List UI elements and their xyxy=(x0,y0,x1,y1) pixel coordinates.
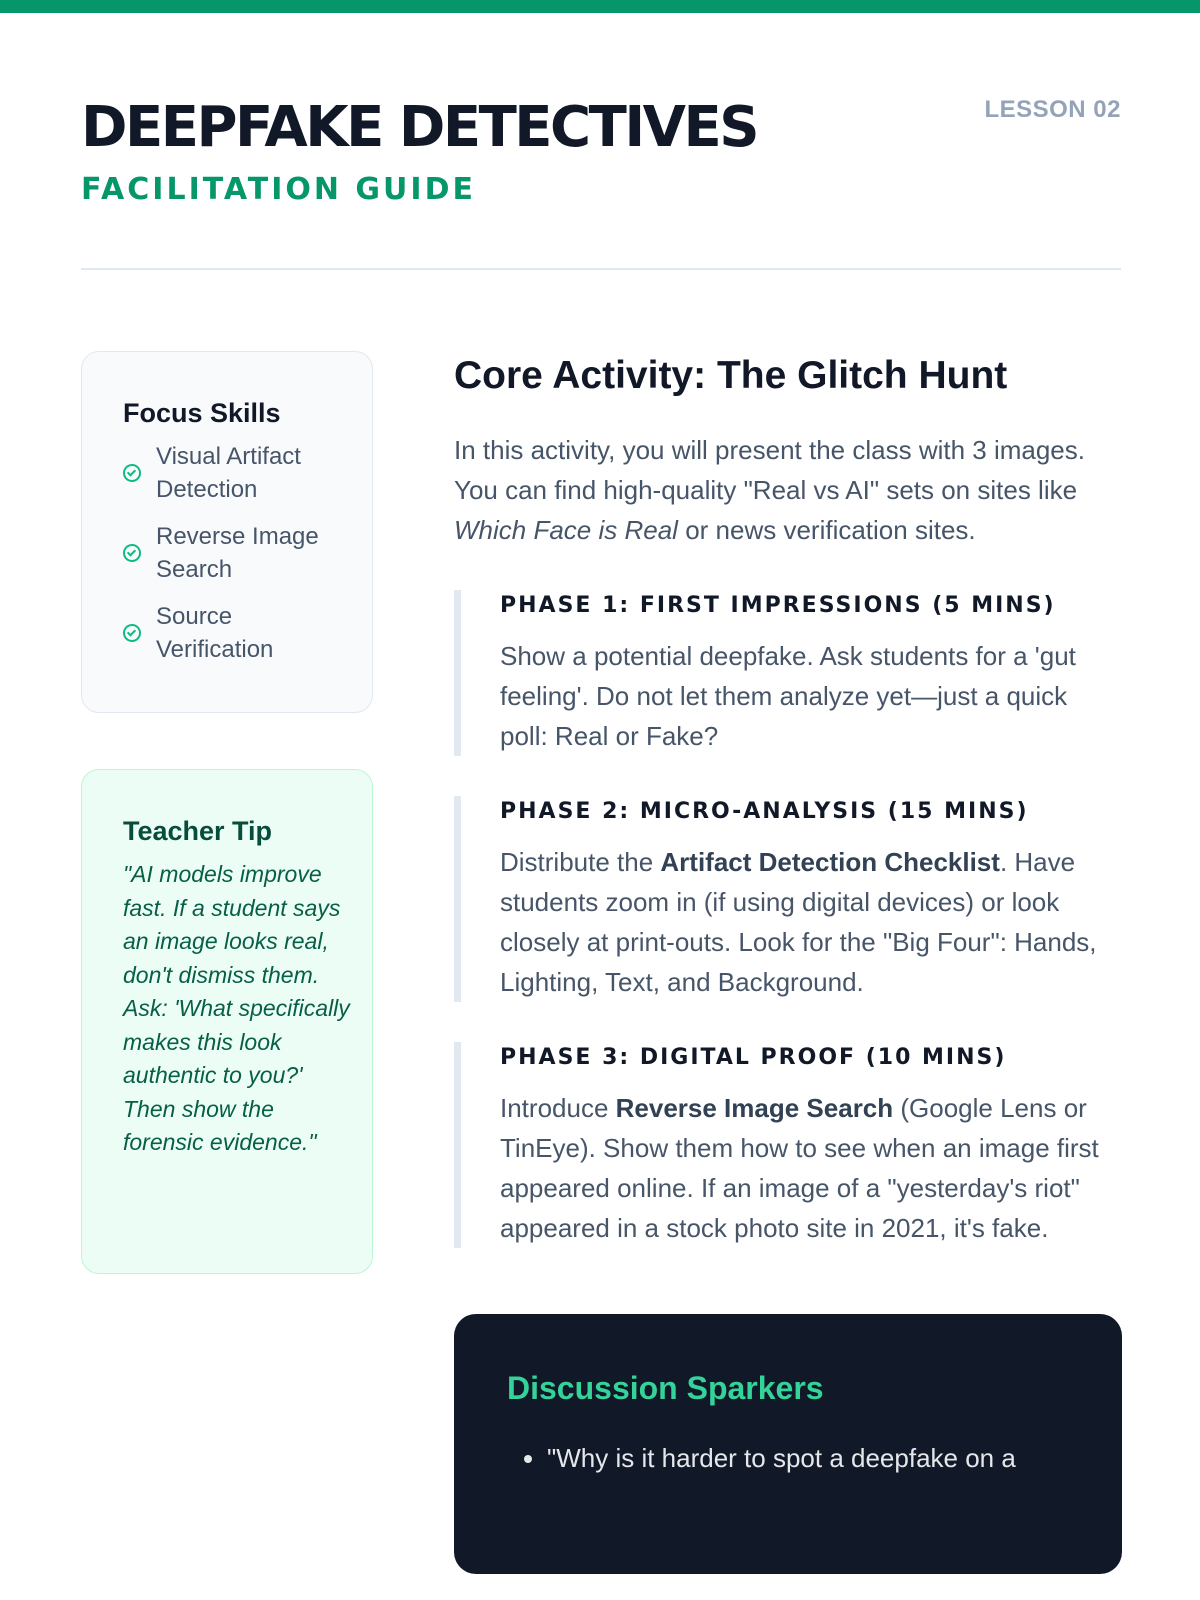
phase-3 xyxy=(454,1042,1122,1248)
activity-intro xyxy=(454,430,1122,550)
intro-text: In this activity, you will present the class with 3 images. You can find high-quality "Real vs AI" sets on sites like xyxy=(454,435,1085,505)
phase-3-text: Introduce xyxy=(500,1093,616,1123)
phase-1-title: PHASE 1: FIRST IMPRESSIONS (5 MINS) xyxy=(500,593,1056,618)
discussion-list xyxy=(507,1438,1069,1478)
page-header xyxy=(81,92,1121,208)
top-accent-bar xyxy=(0,0,1200,13)
check-circle-icon xyxy=(123,624,141,642)
phase-2-text: Distribute the xyxy=(500,847,661,877)
phase-2-body xyxy=(500,842,1122,1002)
teacher-tip-card xyxy=(81,769,373,1274)
phase-2 xyxy=(454,796,1122,1002)
activity-heading: Core Activity: The Glitch Hunt xyxy=(454,354,1008,397)
skill-label: Visual Artifact Detection xyxy=(156,443,301,503)
phase-3-tool-name: Reverse Image Search xyxy=(615,1093,894,1123)
teacher-tip-quote: "AI models improve fast. If a student says an image looks real, don't dismiss them. Ask: 'What specifically makes this look authentic to you?' Then show the forensic evidence." xyxy=(123,861,350,1155)
phase-1 xyxy=(454,590,1122,756)
intro-site-name: Which Face is Real xyxy=(454,515,678,545)
discussion-sparkers-card xyxy=(454,1314,1122,1574)
page-subtitle: FACILITATION GUIDE xyxy=(81,172,476,207)
header-divider xyxy=(81,268,1121,270)
teacher-tip-heading: Teacher Tip xyxy=(123,816,273,846)
sidebar xyxy=(81,351,373,1274)
lesson-number: LESSON 02 xyxy=(984,96,1121,123)
discussion-item: • "Why is it harder to spot a deepfake on a xyxy=(547,1438,1069,1478)
intro-text-end: or news verification sites. xyxy=(677,515,976,545)
phase-2-checklist-name: Artifact Detection Checklist xyxy=(660,847,1000,877)
skill-item xyxy=(123,440,352,506)
phase-3-body xyxy=(500,1088,1122,1248)
skill-label: Reverse Image Search xyxy=(156,523,319,583)
phase-3-text-end: (Google Lens or TinEye). Show them how to see when an image first appeared online. If an image of a "yesterday's riot" appeared in a stock photo site in 2021, it's fake. xyxy=(500,1093,1099,1243)
skill-label: Source Verification xyxy=(156,603,274,663)
main-content xyxy=(454,351,1122,1574)
skill-item xyxy=(123,600,352,666)
focus-skills-heading: Focus Skills xyxy=(123,398,281,428)
focus-skills-list xyxy=(123,440,352,666)
phase-2-text-end: . Have students zoom in (if using digital devices) or look closely at print-outs. Look for the "Big Four": Hands, Lighting, Text, and Background. xyxy=(500,847,1097,997)
page-title: DEEPFAKE DETECTIVES xyxy=(81,95,758,160)
skill-item xyxy=(123,520,352,586)
phase-2-title: PHASE 2: MICRO-ANALYSIS (15 MINS) xyxy=(500,799,1029,824)
phase-3-title: PHASE 3: DIGITAL PROOF (10 MINS) xyxy=(500,1045,1007,1070)
focus-skills-card xyxy=(81,351,373,713)
phase-1-body: Show a potential deepfake. Ask students for a 'gut feeling'. Do not let them analyze yet—just a quick poll: Real or Fake? xyxy=(500,641,1076,751)
check-circle-icon xyxy=(123,464,141,482)
check-circle-icon xyxy=(123,544,141,562)
discussion-heading: Discussion Sparkers xyxy=(507,1370,824,1406)
